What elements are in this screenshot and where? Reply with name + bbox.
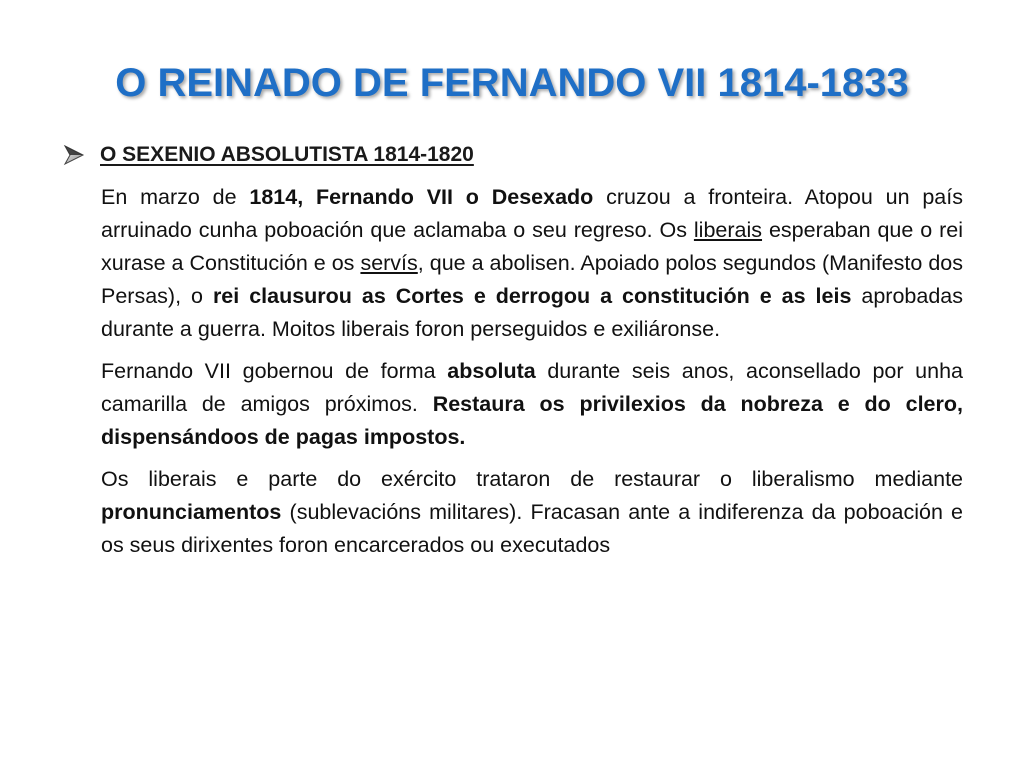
- paragraph-text: esperaban que o rei xurase a Constitución e os: [101, 218, 964, 275]
- bold-text: rei clausurou as Cortes e derrogou a constitución e as leis: [212, 284, 852, 308]
- paragraph-1: [101, 181, 963, 346]
- arrow-bullet-icon: [62, 143, 86, 167]
- underlined-text: servís: [360, 251, 418, 275]
- paragraph-text: En marzo de: [101, 185, 250, 209]
- paragraph-text: cruzou a fronteira. Atopou un país arruinado cunha poboación que aclamaba o seu regreso. Os: [101, 185, 963, 242]
- body-text: [101, 181, 963, 571]
- paragraph-text: Os liberais e parte do exército trataron de restaurar o liberalismo mediante: [101, 467, 963, 491]
- bold-text: absoluta: [447, 359, 536, 383]
- bold-text: Restaura os privilexios da nobreza e do clero, dispensándoos de pagas impostos.: [101, 392, 963, 449]
- paragraph-text: , que a abolisen. Apoiado polos segundos (Manifesto dos Persas), o: [101, 251, 963, 308]
- paragraph-text: durante seis anos, aconsellado por unha camarilla de amigos próximos.: [101, 359, 963, 416]
- bold-text: 1814, Fernando VII o Desexado: [249, 185, 594, 209]
- section-bullet: [62, 143, 962, 167]
- bold-text: pronunciamentos: [101, 500, 282, 524]
- underlined-text: liberais: [693, 218, 763, 242]
- paragraph-2: [101, 355, 963, 454]
- slide-title: O REINADO DE FERNANDO VII 1814-1833: [115, 61, 909, 105]
- paragraph-3: [101, 463, 963, 562]
- paragraph-text: Fernando VII gobernou de forma: [101, 359, 448, 383]
- paragraph-text: aprobadas durante a guerra. Moitos liberais foron perseguidos e exiliáronse.: [101, 284, 963, 341]
- section-heading: O SEXENIO ABSOLUTISTA 1814-1820: [100, 143, 474, 166]
- paragraph-text: (sublevacións militares). Fracasan ante a indiferenza da poboación e os seus dirixentes foron encarcerados ou executados: [101, 500, 963, 557]
